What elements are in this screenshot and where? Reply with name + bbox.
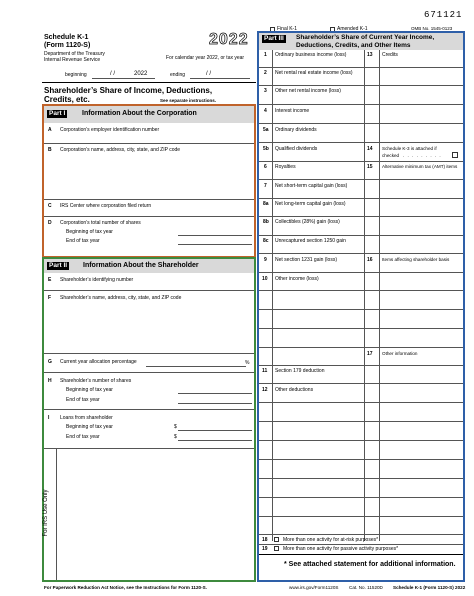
line-i-beginning: Beginning of tax year [66,424,113,430]
line-14-leader: . . . . . . . . . [403,153,442,158]
line-d-label: Corporation’s total number of shares [60,220,141,226]
line-8a-field[interactable] [259,216,364,217]
beginning-date-line [92,78,155,79]
beginning-date-slashes[interactable]: / / [110,71,116,77]
line-i-end-field[interactable] [178,440,252,441]
line-15-row[interactable] [364,253,463,254]
irs-label: Internal Revenue Service [44,57,101,63]
line-c-letter: C [48,203,52,209]
line-14-label-checked: checked [382,153,400,158]
line-16-row[interactable] [364,290,463,291]
line-b-label: Corporation’s name, address, city, state, and ZIP code [60,147,181,153]
line-i-letter: I [48,415,50,421]
line-12-row[interactable] [259,440,364,441]
form-subtitle: (Form 1120-S) [44,42,91,49]
line-g-label: Current year allocation percentage [60,359,137,365]
line-8a-num: 8a [263,201,269,207]
line-f-label: Shareholder’s name, address, city, state, and ZIP code [60,295,182,301]
paperwork-notice: For Paperwork Reduction Act Notice, see the Instructions for Form 1120-S. [44,585,207,590]
final-k1-label: Final K-1 [277,26,298,32]
line-g-unit: % [245,360,250,366]
line-c-label: IRS Center where corporation filed return [60,203,152,209]
line-13-row[interactable] [364,104,463,105]
line-10-row[interactable] [259,365,364,366]
line-17-row[interactable] [364,478,463,479]
line-11-label: Section 179 deduction [275,368,325,374]
line-g-divider [44,372,254,373]
line-18-checkbox[interactable] [274,537,279,542]
line-15-row[interactable] [364,198,463,199]
line-1-field[interactable] [259,67,364,68]
irs-url[interactable]: www.irs.gov/Form1120S [289,585,339,590]
line-9-num: 9 [264,257,267,263]
line-6-num: 6 [264,164,267,170]
line-11-field[interactable] [259,383,364,384]
line-14-num: 14 [367,146,373,152]
line-h-beginning-field[interactable] [178,393,252,394]
line-10-row[interactable] [259,290,364,291]
line-17-row[interactable] [364,365,463,366]
line-19-label: More than one activity for passive activity purposes* [283,546,399,552]
line-8b-num: 8b [263,219,269,225]
header-divider [42,82,256,83]
line-18-num: 18 [262,537,268,543]
line-e-letter: E [48,277,52,283]
line-16-row[interactable] [364,347,463,348]
line-4-num: 4 [264,108,267,114]
line-a-letter: A [48,127,52,133]
line-d-end-field[interactable] [178,244,252,245]
part-2-title: Information About the Shareholder [83,262,199,269]
line-15-label: Alternative minimum tax (AMT) items [382,164,458,169]
line-h-end-field[interactable] [178,403,252,404]
line-2-field[interactable] [259,85,364,86]
line-14-label: Schedule K-3 is attached if [382,146,437,151]
see-attached-statement: * See attached statement for additional information. [284,561,456,568]
line-6-field[interactable] [259,179,364,180]
line-17-row[interactable] [364,383,463,384]
line-19-checkbox[interactable] [274,546,279,551]
line-i-beginning-field[interactable] [178,430,252,431]
form-year: 2022 [209,31,249,48]
ending-date-slashes[interactable]: / / [206,71,212,77]
line-d-letter: D [48,220,52,226]
line-13-row[interactable] [364,85,463,86]
line-i-end-dollar: $ [174,434,177,440]
line-h-end: End of tax year [66,397,100,403]
line-8b-label: Collectibles (28%) gain (loss) [275,219,340,225]
form-reference: Schedule K-1 (Form 1120-S) 2022 [393,585,466,590]
line-e-field[interactable] [44,290,254,291]
line-d-beginning-field[interactable] [178,235,252,236]
line-f-field[interactable] [44,353,254,354]
line-12-row[interactable] [259,516,364,517]
line-10-num: 10 [262,276,268,282]
irs-use-only: For IRS Use Only [43,489,49,537]
line-4-label: Interest income [275,108,310,114]
line-h-letter: H [48,378,52,384]
line-19-divider [259,544,463,545]
omb-number: OMB No. 1545-0123 [411,26,453,31]
line-8c-label: Unrecaptured section 1250 gain [275,238,346,244]
line-10-row[interactable] [259,309,364,310]
line-13-row[interactable] [364,142,463,143]
department-label: Department of the Treasury [44,51,105,57]
line-12-row[interactable] [259,478,364,479]
line-13-row[interactable] [364,67,463,68]
line-5b-label: Qualified dividends [275,146,318,152]
line-g-letter: G [48,359,52,365]
line-9-field[interactable] [259,272,364,273]
beginning-label: beginning [65,72,87,78]
calendar-year-label: For calendar year 2022, or tax year [166,55,245,61]
line-16-label: Items affecting shareholder basis [382,257,450,262]
line-7-label: Net short-term capital gain (loss) [275,183,348,189]
line-17-row[interactable] [364,459,463,460]
line-3-label: Other net rental income (loss) [275,88,341,94]
line-5a-label: Ordinary dividends [275,127,317,133]
line-12-label: Other deductions [275,387,314,393]
line-10-row[interactable] [259,347,364,348]
line-18-label: More than one activity for at-risk purposes* [283,537,379,543]
amended-k1-label: Amended K-1 [337,26,368,32]
see-instructions: See separate instructions. [160,98,217,103]
line-12-row[interactable] [259,421,364,422]
line-c-field[interactable] [44,216,254,217]
line-i-divider [44,448,254,449]
line-16-row[interactable] [364,272,463,273]
schedule-k3-checkbox[interactable] [452,152,458,158]
line-d-beginning: Beginning of tax year [66,229,113,235]
line-12-row[interactable] [259,459,364,460]
line-i-label: Loans from shareholder [60,415,113,421]
line-5b-num: 5b [263,146,269,152]
line-16-row[interactable] [364,328,463,329]
line-10-label: Other income (loss) [275,276,319,282]
line-b-field[interactable] [44,199,254,200]
line-15-row[interactable] [364,216,463,217]
line-d-end: End of tax year [66,238,100,244]
line-19-num: 19 [262,546,268,552]
line-a-label: Corporation’s employer identification number [60,127,160,133]
part-2-badge: Part II [49,262,68,269]
line-8b-field[interactable] [259,235,364,236]
share-title: Shareholder’s Share of Income, Deductions, [44,86,213,95]
line-2-label: Net rental real estate income (loss) [275,70,353,76]
line-14-divider [364,161,463,162]
line-15-row[interactable] [364,235,463,236]
irs-use-divider [56,449,57,580]
line-3-field[interactable] [259,104,364,105]
line-9-label: Net section 1231 gain (loss) [275,257,337,263]
part-3-title-2: Deductions, Credits, and Other Items [296,42,411,49]
part-3-title: Shareholder’s Share of Current Year Income, [296,34,435,41]
line-17-row[interactable] [364,497,463,498]
line-5a-num: 5a [263,127,269,133]
line-g-field[interactable] [146,366,246,367]
line-17-row[interactable] [364,402,463,403]
line-8c-field[interactable] [259,253,364,254]
line-6-label: Royalties [275,164,296,170]
line-12-row[interactable] [259,402,364,403]
line-17-row[interactable] [364,440,463,441]
line-3-num: 3 [264,88,267,94]
line-17-num: 17 [367,351,373,357]
share-title-2: Credits, etc. [44,95,90,104]
line-16-num: 16 [367,257,373,263]
line-h-divider [44,409,254,410]
ending-label: ending [170,72,186,78]
ending-date-line [190,78,250,79]
line-i-end: End of tax year [66,434,100,440]
line-f-letter: F [48,295,52,301]
line-10-row[interactable] [259,328,364,329]
line-17-label: Other information [382,351,418,356]
line-16-row[interactable] [364,309,463,310]
line-e-label: Shareholder’s identifying number [60,277,134,283]
line-15-num: 15 [367,164,373,170]
line-19-bottom [259,554,463,555]
line-2-num: 2 [264,70,267,76]
part-1-title: Information About the Corporation [82,110,197,117]
line-h-beginning: Beginning of tax year [66,387,113,393]
line-17-row[interactable] [364,516,463,517]
part-3-badge: Part III [264,35,284,42]
line-12-num: 12 [262,387,268,393]
form-title: Schedule K-1 [44,34,89,41]
line-5b-field[interactable] [259,161,364,162]
line-18-divider [259,534,463,535]
line-b-letter: B [48,147,52,153]
line-5a-field[interactable] [259,142,364,143]
line-1-label: Ordinary business income (loss) [275,52,347,58]
line-11-num: 11 [262,368,268,374]
line-i-beginning-dollar: $ [174,424,177,430]
line-13-row[interactable] [364,123,463,124]
line-8a-label: Net long-term capital gain (loss) [275,201,346,207]
line-15-row[interactable] [364,179,463,180]
line-4-field[interactable] [259,123,364,124]
line-7-num: 7 [264,183,267,189]
line-12-row[interactable] [259,497,364,498]
line-13-label: Credits [382,52,398,58]
line-7-field[interactable] [259,198,364,199]
line-1-num: 1 [264,52,267,58]
line-8c-num: 8c [263,238,269,244]
line-13-num: 13 [367,52,373,58]
catalog-number: Cat. No. 11520D [349,585,383,590]
barcode-number: 671121 [424,10,463,20]
line-17-row[interactable] [364,421,463,422]
part-1-badge: Part I [49,110,66,117]
line-a-field[interactable] [44,143,254,144]
beginning-date-year: 2022 [134,71,148,77]
line-h-label: Shareholder’s number of shares [60,378,132,384]
